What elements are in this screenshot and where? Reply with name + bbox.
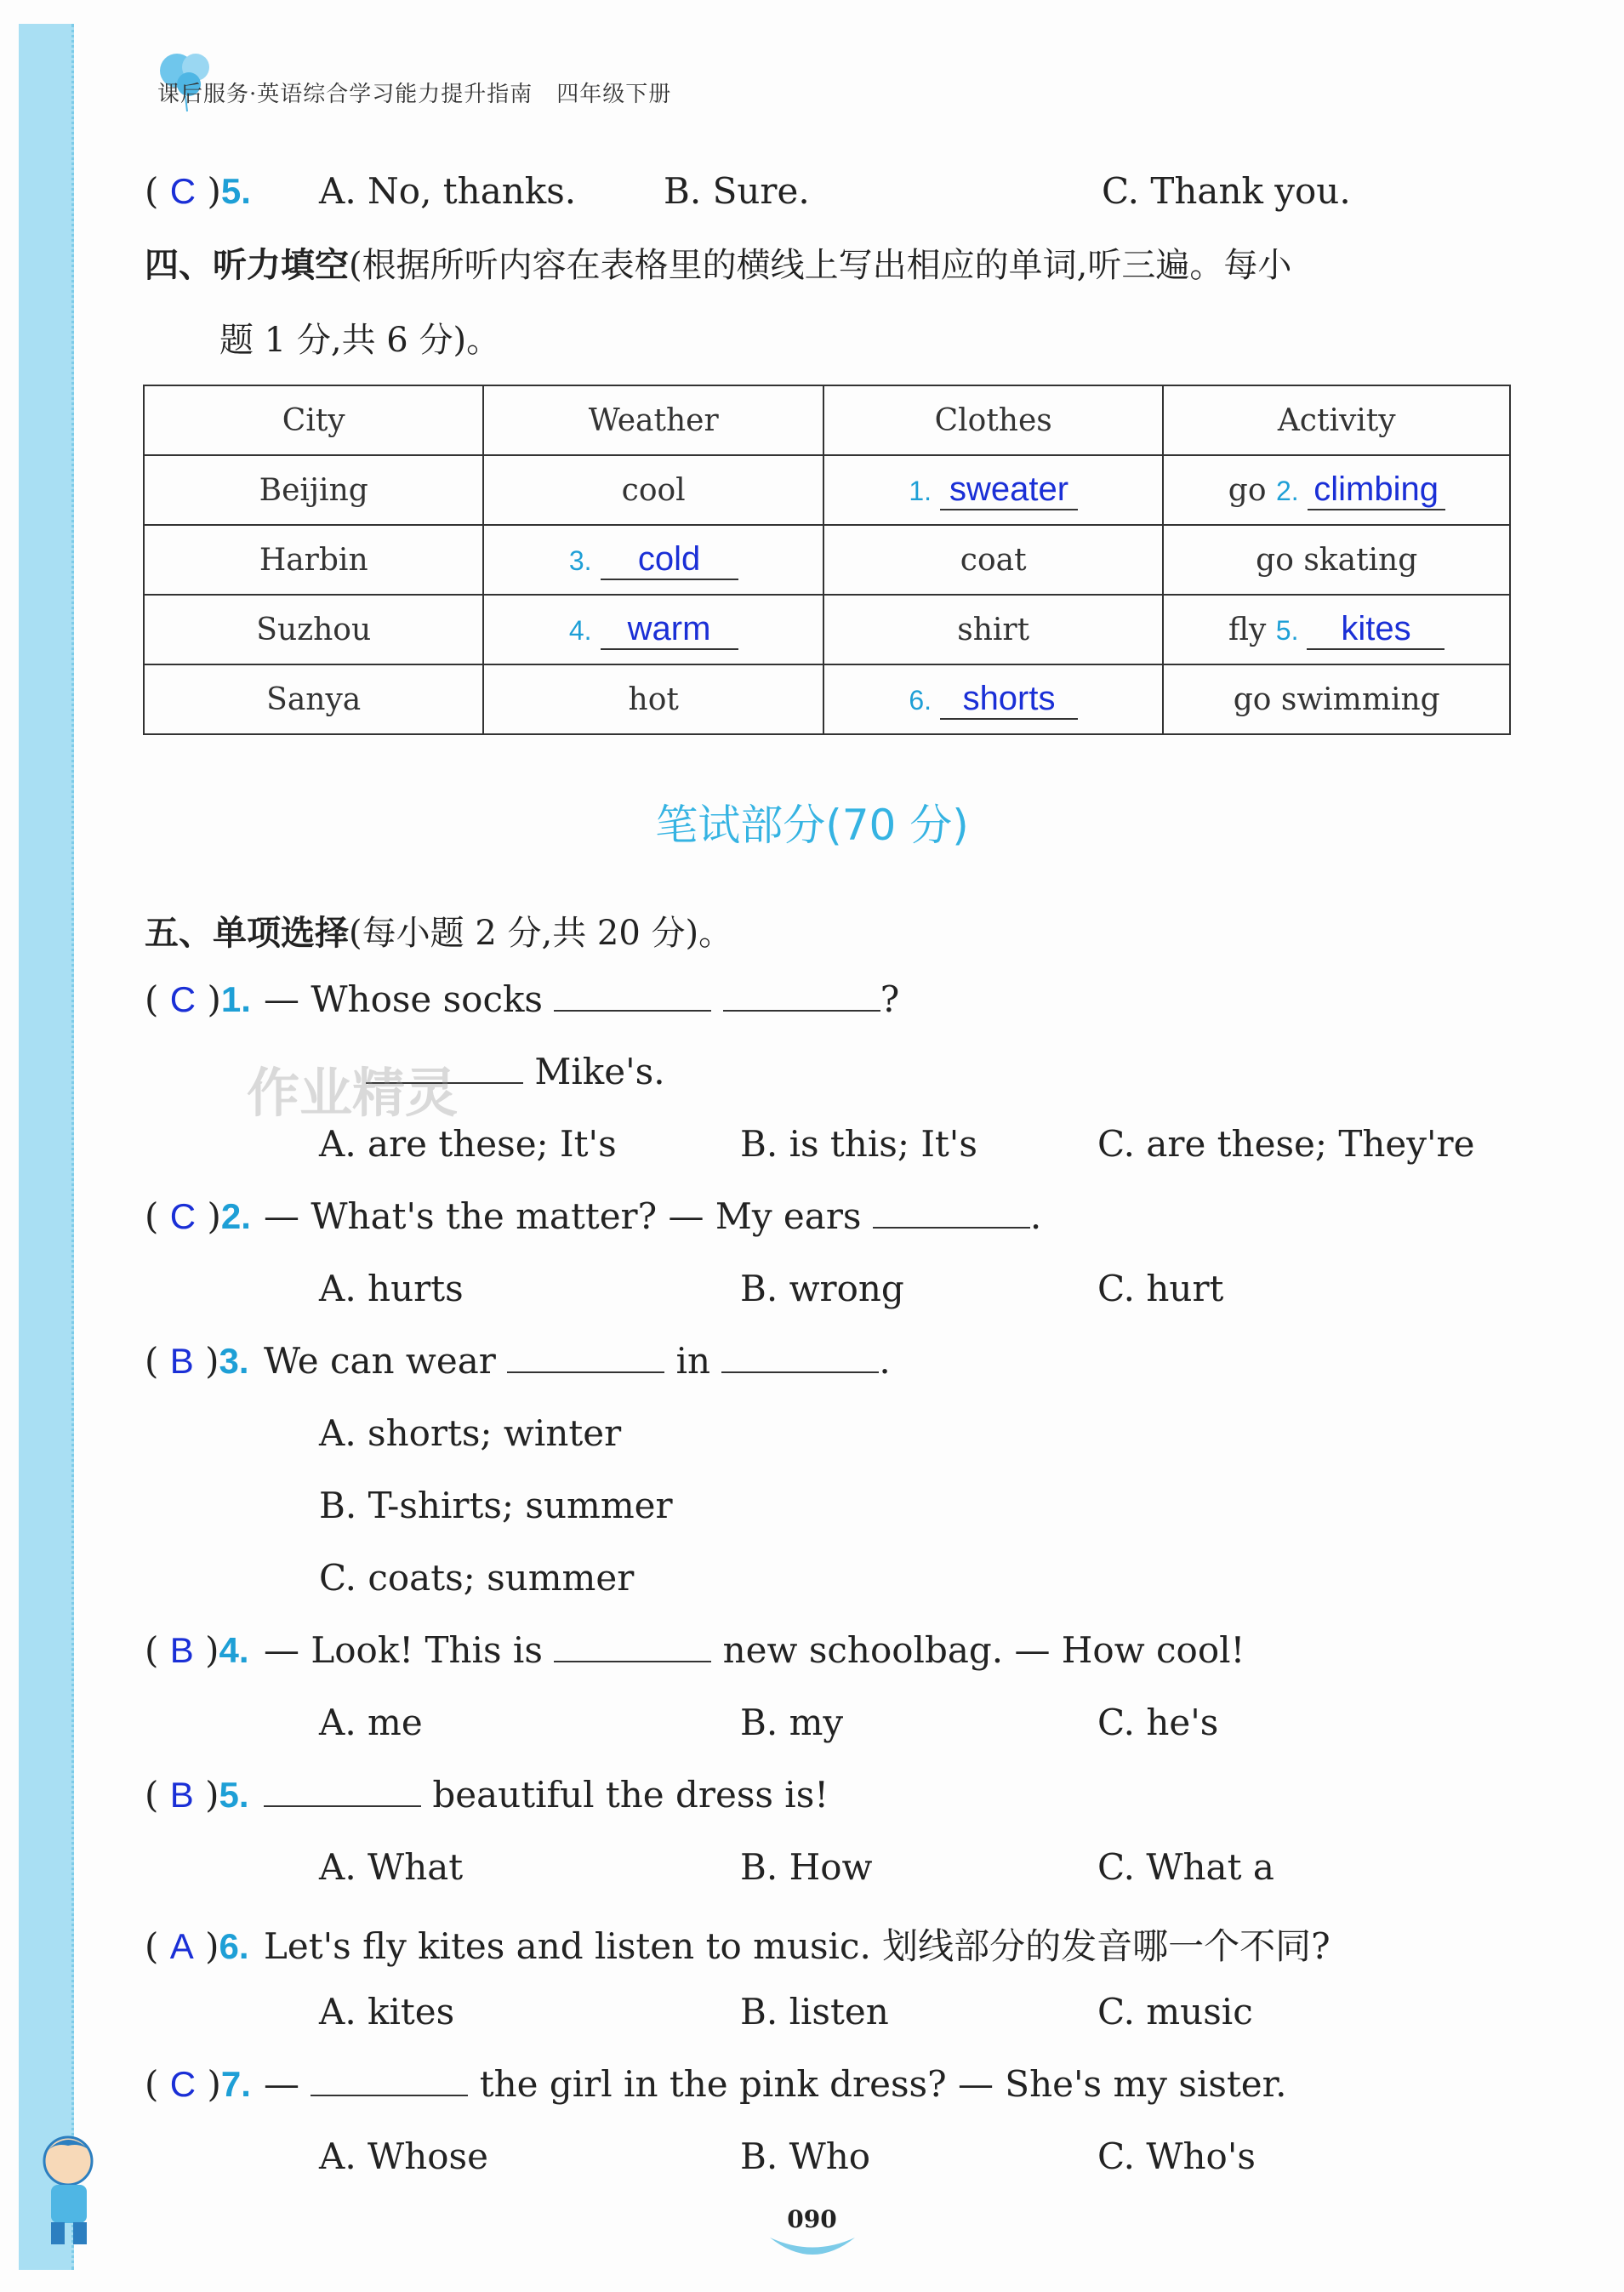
header-weather: Weather — [483, 385, 823, 455]
option-c: C. are these; They're — [1097, 1123, 1475, 1165]
header-activity: Activity — [1163, 385, 1510, 455]
answer-fill: warm — [601, 610, 738, 650]
section-5-heading — [145, 906, 732, 955]
answer-fill: kites — [1307, 610, 1445, 650]
page-number: 090 — [787, 2205, 837, 2233]
clothes-cell: coat — [823, 525, 1164, 595]
answer-mark: A — [169, 1926, 194, 1966]
listening-table — [143, 385, 1511, 735]
clothes-cell — [823, 664, 1164, 734]
question-text: ? — [880, 978, 900, 1020]
answer-mark: C — [169, 979, 197, 1019]
blank-number: 5. — [1275, 614, 1299, 646]
answer-blank — [554, 1632, 711, 1662]
section-4-heading — [145, 238, 1291, 287]
answer-fill: climbing — [1308, 470, 1445, 510]
question-text: — — [264, 2063, 299, 2105]
weather-cell: hot — [483, 664, 823, 734]
answer-mark: C — [169, 171, 197, 211]
blank-number: 1. — [909, 475, 932, 506]
question-text: We can wear — [264, 1340, 496, 1382]
option-a: A. are these; It's — [319, 1123, 617, 1165]
city-cell: Suzhou — [144, 595, 483, 664]
page-header — [157, 77, 671, 108]
answer-mark: B — [169, 1775, 194, 1815]
question-2: ( C )2. — What's the matter? — My ears . — [145, 1195, 1042, 1237]
option-b: B. T-shirts; summer — [319, 1485, 673, 1526]
option-b: B. Sure. — [664, 170, 810, 212]
table-row — [144, 455, 1510, 525]
blank-number: 6. — [909, 684, 932, 716]
city-cell: Sanya — [144, 664, 483, 734]
left-decorative-sidebar — [19, 24, 74, 2270]
question-text: — What's the matter? — My ears — [264, 1195, 862, 1237]
option-c: C. he's — [1097, 1702, 1219, 1743]
answer-fill: sweater — [940, 470, 1078, 510]
header-city: City — [144, 385, 483, 455]
question-5: ( B )5. beautiful the dress is! — [145, 1774, 829, 1816]
question-7: ( C )7. — the girl in the pink dress? — She's my sister. — [145, 2063, 1287, 2105]
option-b: B. wrong — [740, 1268, 904, 1309]
clothes-cell: shirt — [823, 595, 1164, 664]
option-c: C. Thank you. — [1102, 170, 1351, 212]
question-6: ( A )6. Let's fly kites and listen to music. 划线部分的发音哪一个不同? — [145, 1925, 1331, 1967]
answer-blank — [554, 981, 711, 1012]
answer-blank — [873, 1198, 1030, 1229]
answer-fill: shorts — [940, 680, 1078, 720]
series-title: 课后服务·英语综合学习能力提升指南 — [157, 82, 533, 107]
option-b: B. Who — [740, 2135, 871, 2177]
answer-mark: C — [169, 1196, 197, 1236]
option-a: A. me — [319, 1702, 423, 1743]
question-text: new schoolbag. — How cool! — [722, 1629, 1245, 1671]
option-a: A. kites — [319, 1991, 455, 2033]
option-c: C. music — [1097, 1991, 1253, 2033]
answer-blank — [723, 981, 880, 1012]
clothes-cell — [823, 455, 1164, 525]
table-header-row — [144, 385, 1510, 455]
activity-cell — [1163, 455, 1510, 525]
option-a: A. No, thanks. — [319, 170, 577, 212]
weather-cell — [483, 525, 823, 595]
table-row — [144, 525, 1510, 595]
listening-question-5: ( C )5. — [145, 170, 251, 212]
question-text: . — [879, 1340, 891, 1382]
question-text: in — [675, 1340, 711, 1382]
question-text: the girl in the pink dress? — She's my sister. — [479, 2063, 1287, 2105]
option-c: C. coats; summer — [319, 1557, 635, 1599]
city-cell: Harbin — [144, 525, 483, 595]
table-row — [144, 664, 1510, 734]
option-a: A. hurts — [319, 1268, 464, 1309]
question-1: ( C )1. — Whose socks ? — [145, 978, 900, 1020]
activity-cell — [1163, 595, 1510, 664]
watermark: 作业精灵 — [247, 1062, 459, 1124]
blank-number: 4. — [568, 614, 592, 646]
question-number: 3. — [219, 1341, 249, 1381]
grade-label: 四年级下册 — [556, 82, 672, 107]
question-number: 6. — [219, 1926, 249, 1966]
question-4: ( B )4. — Look! This is new schoolbag. — How cool! — [145, 1629, 1245, 1671]
answer-mark: C — [169, 2064, 197, 2104]
weather-cell: cool — [483, 455, 823, 525]
section-4-title: 四、听力填空 — [145, 246, 349, 285]
option-a: A. Whose — [319, 2135, 488, 2177]
question-number: 5. — [219, 1775, 249, 1815]
question-number: 5. — [220, 171, 251, 211]
weather-cell — [483, 595, 823, 664]
answer-fill: cold — [601, 540, 738, 580]
question-3: ( B )3. We can wear in . — [145, 1340, 891, 1382]
question-number: 4. — [219, 1630, 249, 1670]
cartoon-kid-icon — [26, 2127, 119, 2255]
table-row — [144, 595, 1510, 664]
written-section-title: 笔试部分(70 分) — [655, 801, 969, 850]
section-5-title: 五、单项选择 — [145, 914, 349, 953]
option-a: A. What — [319, 1846, 464, 1888]
blank-number: 2. — [1275, 475, 1299, 506]
option-c: C. What a — [1097, 1846, 1274, 1888]
section-4-instruction: (根据所听内容在表格里的横线上写出相应的单词,听三遍。每小 — [349, 246, 1292, 285]
answer-mark: B — [169, 1341, 194, 1381]
answer-mark: B — [169, 1630, 194, 1670]
option-b: B. is this; It's — [740, 1123, 977, 1165]
question-text: beautiful the dress is! — [432, 1774, 829, 1816]
question-text: Mike's. — [534, 1051, 665, 1092]
question-text: — Whose socks — [264, 978, 543, 1020]
page-number-ornament-icon — [766, 2233, 859, 2267]
answer-blank — [721, 1343, 879, 1373]
question-number: 1. — [220, 979, 251, 1019]
option-c: C. hurt — [1097, 1268, 1224, 1309]
question-number: 7. — [220, 2064, 251, 2104]
option-b: B. listen — [740, 1991, 889, 2033]
city-cell: Beijing — [144, 455, 483, 525]
section-4-instruction-cont: 题 1 分,共 6 分)。 — [219, 321, 501, 360]
answer-blank — [507, 1343, 664, 1373]
section-5-instruction: (每小题 2 分,共 20 分)。 — [349, 914, 733, 953]
question-text: Let's fly kites and listen to music. 划线部分的发音哪一个不同? — [264, 1925, 1331, 1967]
answer-blank — [264, 1776, 421, 1807]
question-text: . — [1029, 1195, 1042, 1237]
activity-cell: go skating — [1163, 525, 1510, 595]
activity-cell: go swimming — [1163, 664, 1510, 734]
question-number: 2. — [220, 1196, 251, 1236]
option-b: B. my — [740, 1702, 844, 1743]
option-c: C. Who's — [1097, 2135, 1256, 2177]
activity-prefix: fly — [1228, 612, 1267, 647]
blank-number: 3. — [568, 544, 592, 576]
option-a: A. shorts; winter — [319, 1412, 622, 1454]
answer-blank — [311, 2066, 468, 2096]
question-text: — Look! This is — [264, 1629, 543, 1671]
header-clothes: Clothes — [823, 385, 1164, 455]
activity-prefix: go — [1228, 472, 1267, 508]
option-b: B. How — [740, 1846, 873, 1888]
